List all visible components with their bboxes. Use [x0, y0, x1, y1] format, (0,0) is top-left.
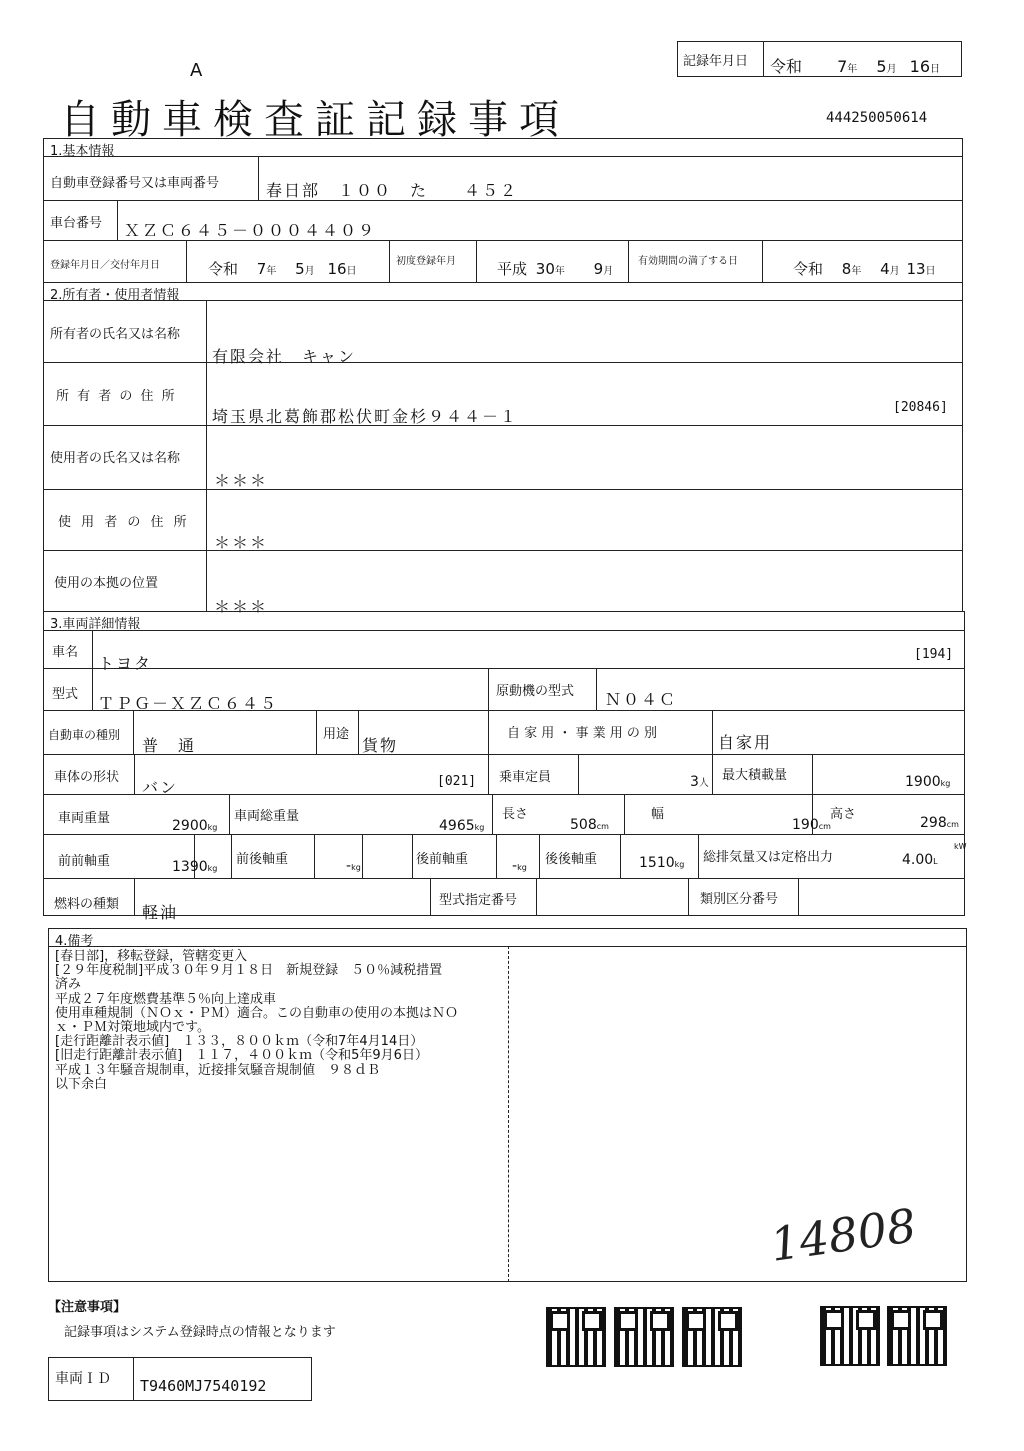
owner-address-code: [20846] — [893, 400, 948, 415]
qr-code-2 — [614, 1307, 674, 1367]
fr-axle-label: 前後軸重 — [236, 852, 289, 867]
owner-info-section — [43, 282, 963, 612]
owner-address: 埼玉県北葛飾郡松伏町金杉９４４－１ — [212, 407, 519, 426]
capacity: 3人 — [690, 774, 709, 790]
engine-label: 原動機の型式 — [496, 684, 575, 699]
owner-name: 有限会社 キャン — [212, 347, 357, 366]
displacement-unit-kw: kW — [954, 842, 967, 851]
remarks-line: [２９年度税制]平成３０年９月１８日 新規登録 ５０％減税措置 — [55, 963, 443, 979]
width-label: 幅 — [651, 807, 665, 822]
page-mark: A — [190, 60, 203, 81]
base-location: ＊＊＊ — [214, 597, 269, 616]
expiry-date: 令和 8年 4月 13日 — [793, 260, 936, 278]
gross: 4965kg — [439, 818, 485, 834]
kind-label: 自動車の種別 — [48, 728, 121, 742]
displacement: 4.00L — [902, 852, 938, 868]
user-name-label: 使用者の氏名又は名称 — [50, 451, 181, 466]
remarks-line: 以下余白 — [55, 1076, 108, 1092]
handwritten-note: 14808 — [766, 1198, 920, 1272]
record-date-label: 記録年月日 — [683, 54, 749, 69]
remarks-line: 済み — [55, 977, 82, 993]
use-label: 用途 — [323, 727, 350, 742]
user-address: ＊＊＊ — [214, 533, 269, 552]
remarks-text — [55, 950, 458, 1092]
remarks-line: ｘ・ＰＭ対策地域内です。 — [55, 1020, 210, 1036]
engine: Ｎ０４Ｃ — [605, 690, 678, 709]
remarks-line: 平成２７年度燃費基準５％向上達成車 — [55, 991, 277, 1007]
base-location-label: 使用の本拠の位置 — [54, 576, 159, 591]
model-label: 型式 — [52, 687, 79, 702]
width: 190cm — [792, 817, 831, 833]
qr-code-5 — [887, 1306, 947, 1366]
length-label: 長さ — [502, 807, 529, 822]
reg-number-label: 自動車登録番号又は車両番号 — [50, 176, 220, 191]
reg-number: 春日部 １００ た ４５２ — [266, 181, 519, 200]
owner-address-label: 所 有 者 の 住 所 — [56, 389, 177, 404]
capacity-label: 乗車定員 — [499, 770, 552, 785]
type-designation-label: 型式指定番号 — [439, 893, 518, 908]
chassis-label: 車台番号 — [50, 216, 103, 231]
rr-axle-label: 後後軸重 — [545, 852, 598, 867]
qr-code-3 — [682, 1307, 742, 1367]
owner-name-label: 所有者の氏名又は名称 — [50, 327, 181, 342]
page-title: 自動車検査証記録事項 — [60, 97, 570, 143]
private: 自家用 — [718, 733, 773, 752]
notice-title: 【注意事項】 — [48, 1300, 127, 1315]
fr-axle: -kg — [346, 858, 361, 874]
owner-section-title: 2.所有者・使用者情報 — [50, 288, 180, 303]
record-date: 令和 7年 5月 16日 — [770, 57, 941, 76]
model: ＴＰＧ－ＸＺＣ６４５ — [98, 694, 279, 713]
remarks-line: 使用車種規制（ＮＯｘ・ＰＭ）適合。この自動車の使用の本拠はＮＯ — [55, 1005, 459, 1021]
body: バン — [142, 778, 179, 797]
ff-axle: 1390kg — [172, 859, 218, 875]
remarks-line: 平成１３年騒音規制車，近接排気騒音規制値 ９８ｄＢ — [55, 1062, 381, 1078]
use: 貨物 — [362, 736, 399, 755]
chassis-number: ＸＺＣ６４５－０００４４０９ — [124, 221, 377, 240]
length: 508cm — [570, 817, 609, 833]
weight: 2900kg — [172, 818, 218, 834]
issue-date: 令和 7年 5月 16日 — [208, 260, 357, 278]
qr-code-1 — [546, 1307, 606, 1367]
ff-axle-label: 前前軸重 — [58, 854, 111, 869]
vehicle-id-label: 車両ＩＤ — [55, 1371, 111, 1387]
make-code: [194] — [914, 647, 954, 662]
height: 298cm — [920, 815, 959, 831]
rf-axle-label: 後前軸重 — [416, 852, 469, 867]
first-reg-date: 平成 30年 9月 — [497, 260, 614, 278]
make: トヨタ — [98, 654, 153, 673]
first-reg-label: 初度登録年月 — [396, 256, 456, 267]
kind: 普 通 — [142, 736, 197, 755]
height-label: 高さ — [830, 807, 857, 822]
vehicle-section-title: 3.車両詳細情報 — [50, 617, 141, 632]
category-label: 類別区分番号 — [700, 892, 779, 907]
max-load-label: 最大積載量 — [722, 768, 788, 783]
issue-date-label: 登録年月日／交付年月日 — [50, 260, 160, 271]
basic-section-title: 1.基本情報 — [50, 144, 115, 159]
remarks-line: [走行距離計表示値] １３３，８００ｋｍ（令和7年4月14日） — [55, 1034, 424, 1050]
gross-label: 車両総重量 — [234, 809, 300, 824]
expiry-label: 有効期間の満了する日 — [638, 256, 738, 267]
private-label: 自 家 用 ・ 事 業 用 の 別 — [507, 726, 658, 741]
max-load: 1900kg — [905, 774, 951, 790]
document-number: 444250050614 — [826, 110, 928, 126]
fuel-label: 燃料の種類 — [54, 897, 120, 912]
rr-axle: 1510kg — [639, 855, 685, 871]
body-label: 車体の形状 — [54, 770, 120, 785]
make-label: 車名 — [52, 645, 79, 660]
remarks-line: [旧走行距離計表示値] １１７，４００ｋｍ（令和5年9月6日） — [55, 1048, 428, 1064]
notice-text: 記録事項はシステム登録時点の情報となります — [64, 1325, 336, 1340]
rf-axle: -kg — [512, 858, 527, 874]
fuel: 軽油 — [142, 903, 179, 922]
vehicle-id: T9460MJ7540192 — [140, 1377, 267, 1395]
qr-code-4 — [820, 1306, 880, 1366]
user-name: ＊＊＊ — [214, 471, 269, 490]
displacement-label: 総排気量又は定格出力 — [703, 850, 834, 865]
remarks-section-title: 4.備考 — [55, 934, 94, 949]
body-code: [021] — [437, 774, 477, 789]
user-address-label: 使 用 者 の 住 所 — [58, 515, 190, 530]
weight-label: 車両重量 — [58, 811, 111, 826]
remarks-line: [春日部]，移転登録，管轄変更入 — [55, 949, 248, 964]
